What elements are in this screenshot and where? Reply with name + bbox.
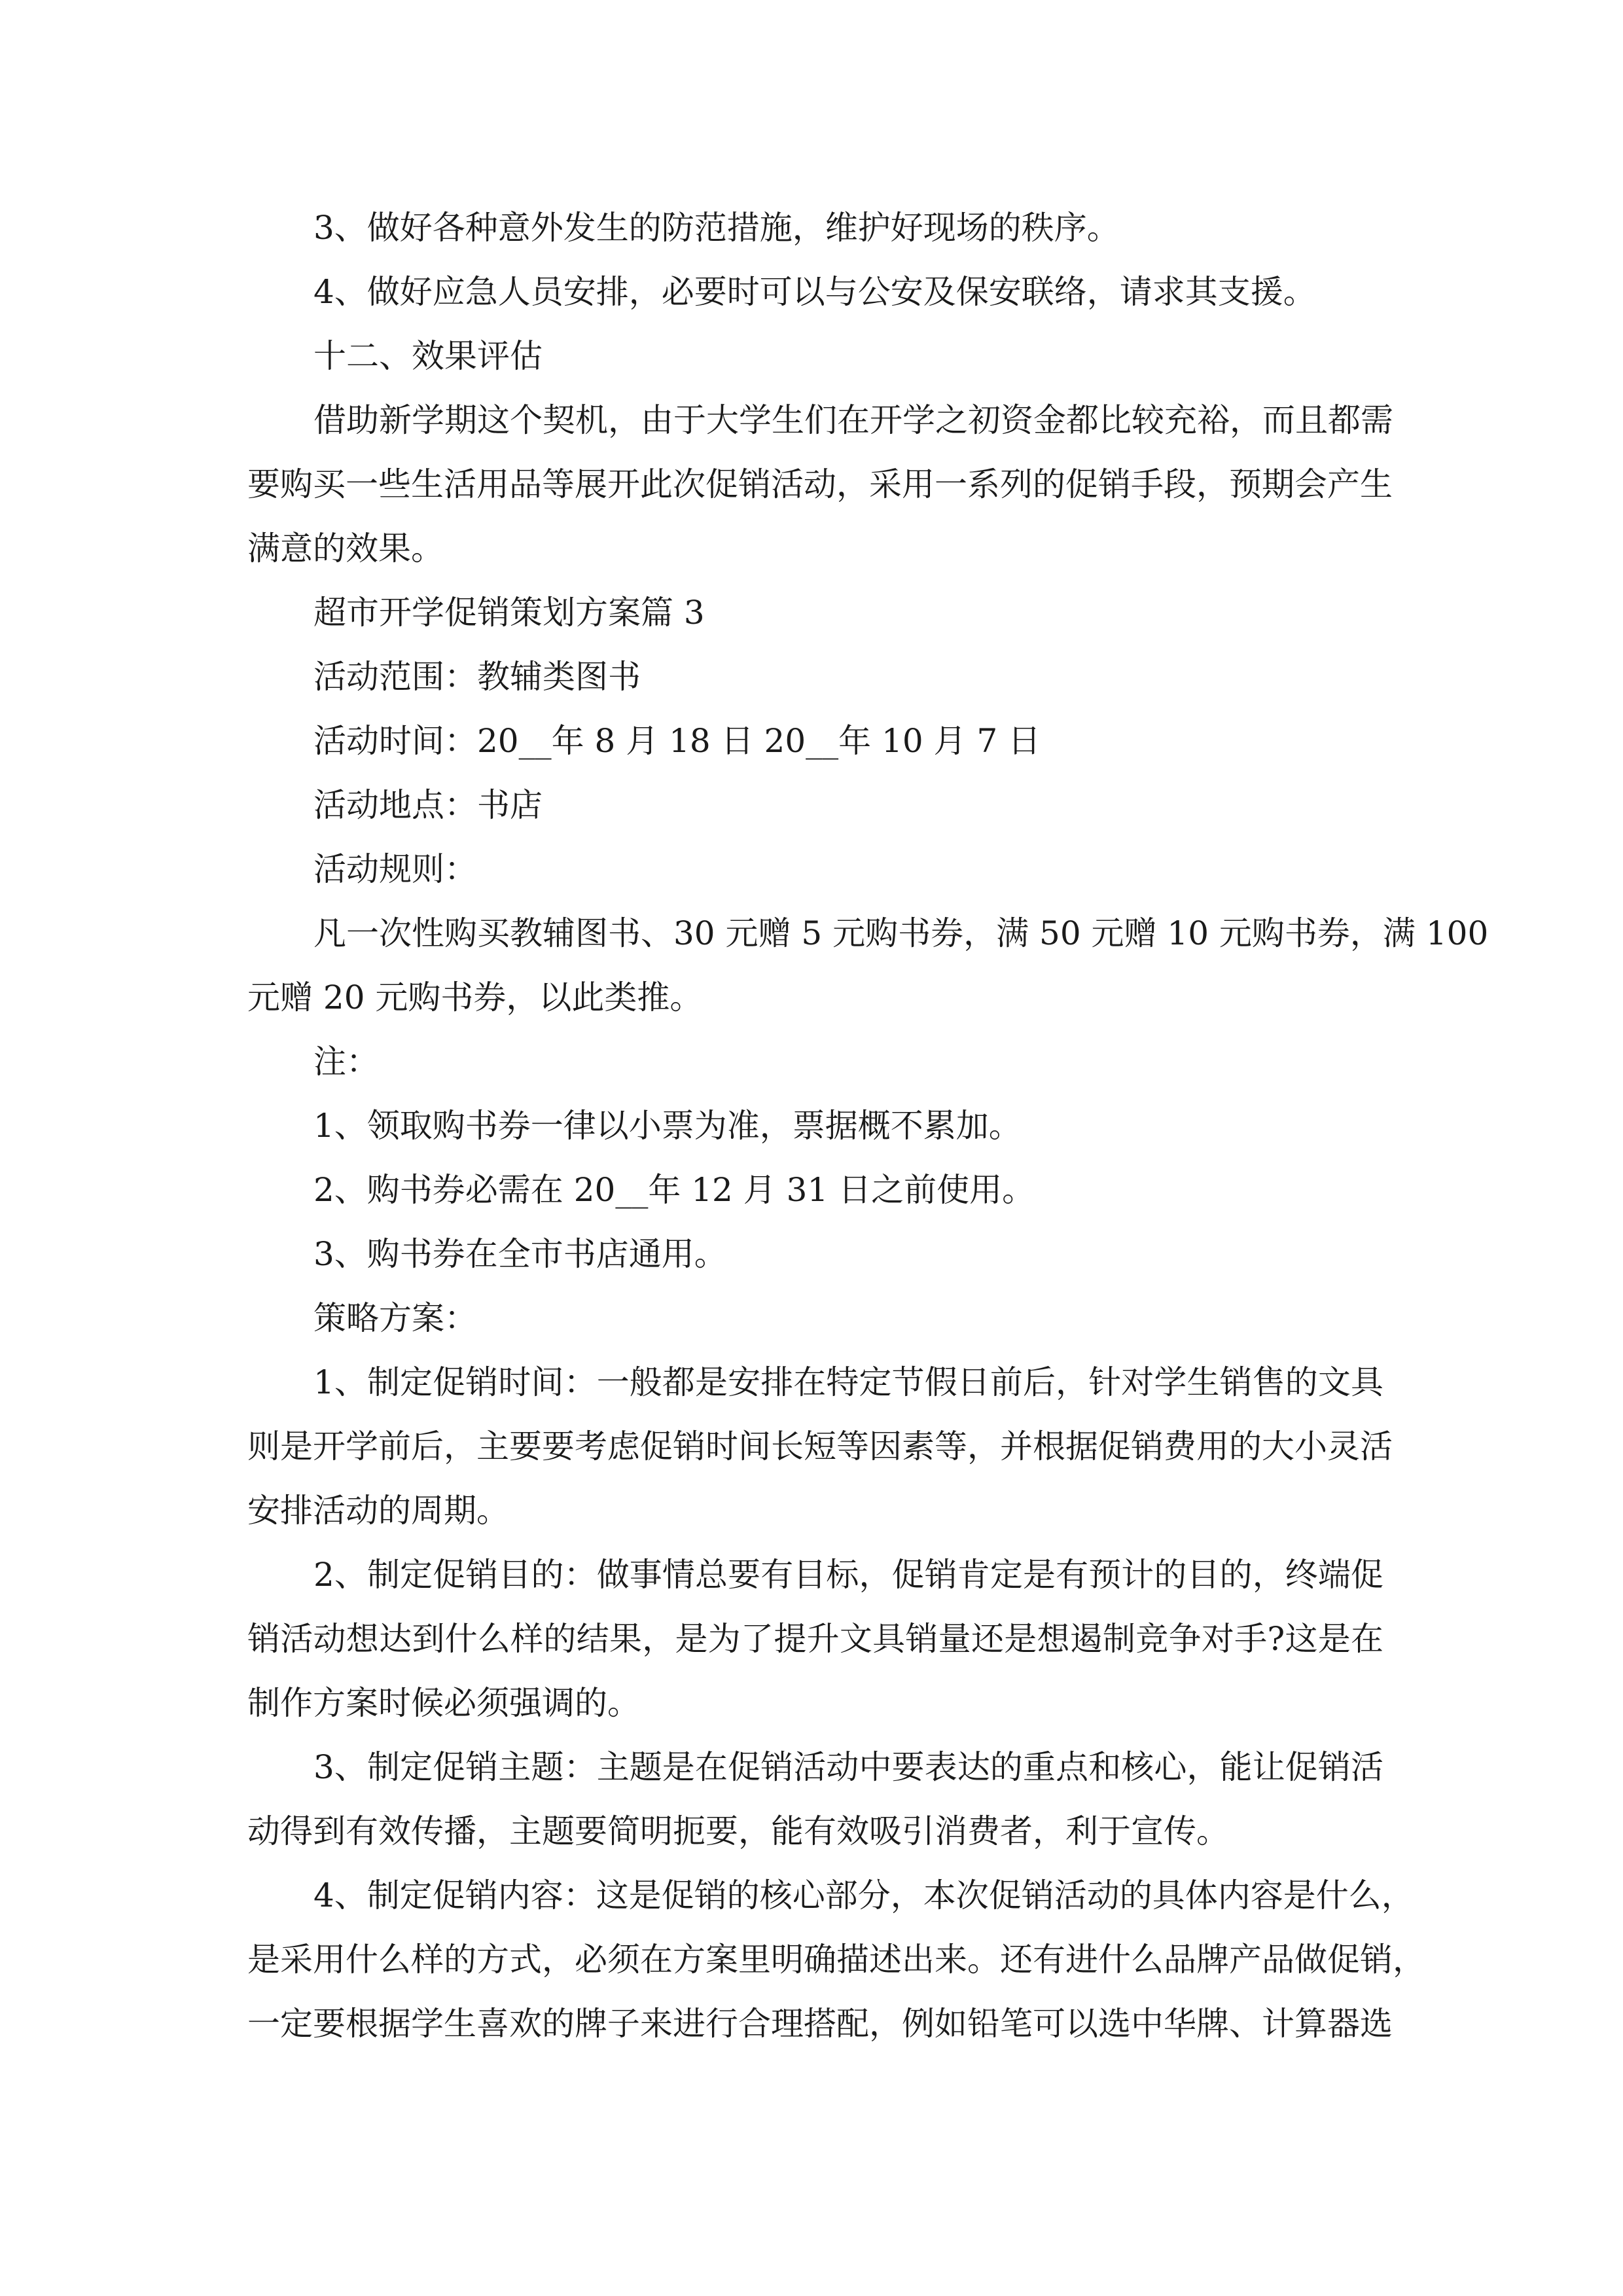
text-line: 则是开学前后，主要要考虑促销时间长短等因素等，并根据促销费用的大小灵活 [247,1427,1393,1465]
paragraph [247,1222,1383,1286]
paragraph [247,581,1383,645]
text-line: 要购买一些生活用品等展开此次促销活动，采用一系列的促销手段，预期会产生 [247,465,1393,503]
text-line: 注： [313,1043,379,1081]
paragraph [247,196,1383,260]
text-line: 活动规则： [313,850,477,888]
paragraph [247,388,1393,581]
text-line: 是采用什么样的方式，必须在方案里明确描述出来。还有进什么品牌产品做促销， [247,1941,1425,1979]
text-line: 活动地点：书店 [313,786,543,824]
text-line: 动得到有效传播，主题要简明扼要，能有效吸引消费者，利于宣传。 [247,1812,1229,1850]
document-body [247,196,1489,2056]
text-line: 策略方案： [313,1299,477,1337]
paragraph [247,1158,1383,1222]
text-line: 4、做好应急人员安排，必要时可以与公安及保安联络，请求其支援。 [313,273,1316,311]
text-line: 1、制定促销时间：一般都是安排在特定节假日前后，针对学生销售的文具 [313,1363,1383,1401]
text-line: 3、制定促销主题：主题是在促销活动中要表达的重点和核心，能让促销活 [313,1748,1383,1786]
paragraph [247,901,1489,1030]
text-line: 超市开学促销策划方案篇 3 [313,594,705,632]
text-line: 十二、效果评估 [313,337,543,375]
text-line: 满意的效果。 [247,529,444,567]
text-line: 一定要根据学生喜欢的牌子来进行合理搭配，例如铅笔可以选中华牌、计算器选 [247,2005,1393,2043]
paragraph [247,324,1383,388]
text-line: 安排活动的周期。 [247,1492,509,1530]
paragraph [247,1094,1383,1158]
text-line: 3、做好各种意外发生的防范措施，维护好现场的秩序。 [313,209,1120,247]
text-line: 销活动想达到什么样的结果，是为了提升文具销量还是想遏制竞争对手?这是在 [247,1620,1383,1658]
text-line: 3、购书券在全市书店通用。 [313,1235,727,1273]
text-line: 制作方案时候必须强调的。 [247,1684,640,1722]
text-line: 4、制定促销内容：这是促销的核心部分，本次促销活动的具体内容是什么， [313,1876,1414,1914]
paragraph [247,1543,1383,1735]
text-line: 凡一次性购买教辅图书、30 元赠 5 元购书券，满 50 元赠 10 元购书券，满 100 [313,914,1489,952]
paragraph [247,260,1383,324]
text-line: 活动范围：教辅类图书 [313,658,641,696]
paragraph [247,709,1383,773]
paragraph [247,1735,1383,1863]
paragraph [247,1030,1383,1094]
text-line: 1、领取购书券一律以小票为准，票据概不累加。 [313,1107,1022,1145]
paragraph [247,837,1383,901]
paragraph [247,1286,1383,1350]
text-line: 活动时间：20__年 8 月 18 日 20__年 10 月 7 日 [313,722,1041,760]
text-line: 元赠 20 元购书券，以此类推。 [247,978,703,1016]
paragraph [247,773,1383,837]
paragraph [247,1863,1425,2056]
paragraph [247,645,1383,709]
text-line: 2、购书券必需在 20__年 12 月 31 日之前使用。 [313,1171,1035,1209]
text-line: 2、制定促销目的：做事情总要有目标，促销肯定是有预计的目的，终端促 [313,1556,1383,1594]
paragraph [247,1350,1393,1543]
text-line: 借助新学期这个契机，由于大学生们在开学之初资金都比较充裕，而且都需 [313,401,1393,439]
